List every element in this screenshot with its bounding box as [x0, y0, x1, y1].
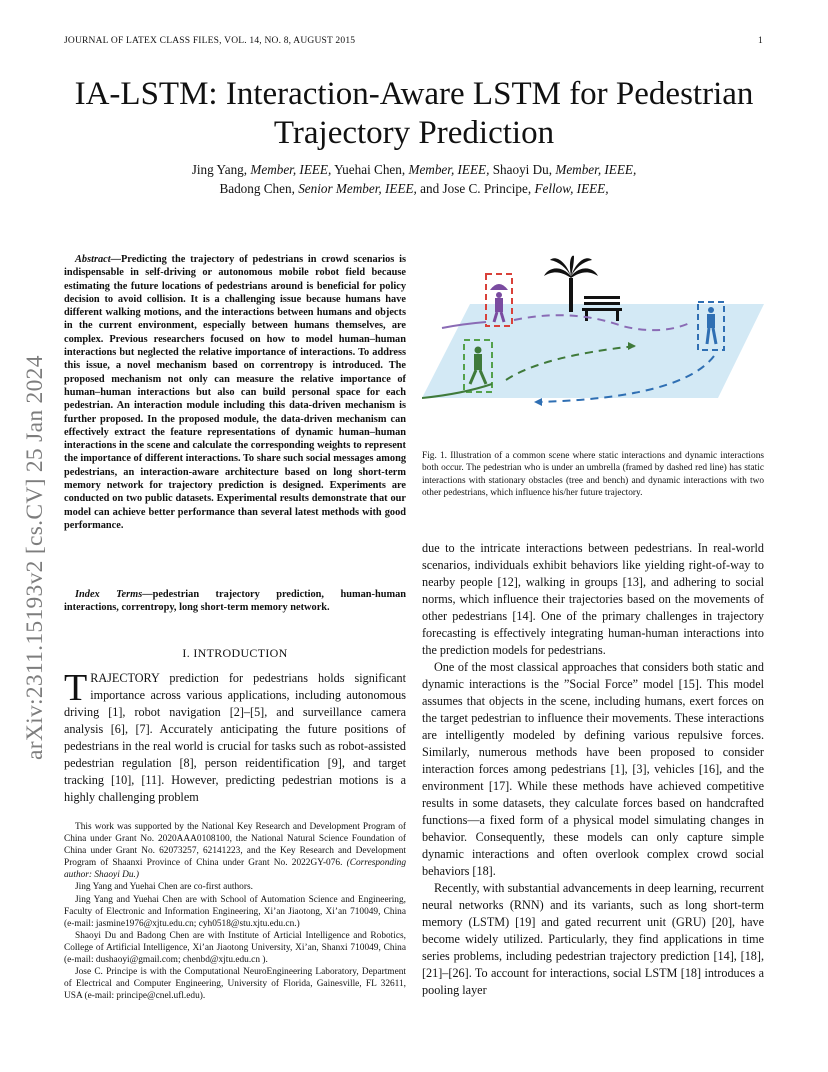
first-word: RAJECTORY — [90, 671, 160, 685]
arxiv-stamp: arXiv:2311.15193v2 [cs.CV] 25 Jan 2024 — [22, 355, 48, 760]
affiliation-note: Jose C. Principe is with the Computational NeuroEngineering Laboratory, Department of Electrical and Computer Engineering, University of Florida, Gainesville, FL 32611, USA (e-mail: principe@cnel.ufl.edu). — [64, 967, 406, 1002]
section-heading: I. INTRODUCTION — [182, 646, 288, 660]
dropcap: T — [64, 667, 88, 709]
intro-text: prediction for pedestrians holds significant importance across various applications, including autonomous driving [1], robot navigation [2]–[5], and surveillance camera analysis [6], [7]. Accurately anticipating the future positions of pedestrians in the real world is crucial for tasks such as robot-assisted pedestrian regulation [8], person reidentification [9], and target tracking [10], [11]. However, predicting pedestrian motions is a highly challenging problem — [64, 671, 406, 804]
author-name: Jing Yang, — [191, 162, 248, 177]
author-line-1 — [64, 160, 764, 179]
affiliation-note: Shaoyi Du and Badong Chen are with Institute of Articial Intelligence and Robotics, College of Artificial Intelligence, Xi’an Jiaotong University, Xi’an, Shanxi 710049, China (e-mail: dushaoyi@gmail.com; chenbd@xjtu.edu.cn ). — [64, 930, 406, 966]
author-role: Fellow, IEEE, — [534, 181, 609, 196]
figure-illustration — [422, 250, 764, 440]
author-line-2 — [64, 179, 764, 198]
running-header: JOURNAL OF LATEX CLASS FILES, VOL. 14, NO. 8, AUGUST 2015 — [64, 36, 356, 46]
author-role: Member, IEEE, — [250, 162, 332, 177]
abstract-text: —Predicting the trajectory of pedestrians in crowd scenarios is indispensable in self-driving or autonomous mobile robot field because estimating the future locations of pedestrians around is beneficial for policy decision to avoid collision. It is a challenging issue because humans have different walking motions, and the interactions between humans and objects in the current environment, especially between humans themselves, are complex. Previous researchers focused on how to model human–human interactions but neglected the relative importance of interactions. To address this issue, a novel mechanism based on correntropy is introduced. The proposed mechanism not only can measure the relative importance of human–human interactions but also can build personal space for each pedestrian. An interaction module including this data-driven mechanism is further proposed. In the proposed module, the data-driven mechanism can effectively extract the feature representations of dynamic human–human interactions in the scene and calculate the corresponding weights to represent the importance of different interactions. To share such social messages among pedestrians, an interaction-aware architecture based on long short-term memory network for trajectory prediction is designed. Experiments are conducted on two public datasets. Experimental results demonstrate that our model can achieve better performance than several latest methods with good performance. — [64, 254, 406, 531]
body-paragraph: One of the most classical approaches that considers both static and dynamic interactions is the ”Social Force” model [15]. This model assumes that objects in the scene, including humans, exert forces on the target pedestrian to influence their movements. These interactions are intelligently modeled by defining various repulsive forces. Similarly, numerous methods have been proposed to consider interaction forces among pedestrians [1], [3], vehicles [16], and the environment [17]. While these methods have achieved competitive results in some datasets, they calculate forces based on handcrafted functions—a fixed form of a physical model simulating changes in behavior. Consequently, these models can only capture simple dynamic interactions and often overlook complex crowd social behaviors [18]. — [422, 660, 764, 878]
abstract — [64, 253, 406, 532]
abstract-label: Abstract — [75, 254, 111, 265]
page-number: 1 — [758, 36, 763, 46]
cofirst-note: Jing Yang and Yuehai Chen are co-first authors. — [75, 882, 253, 893]
index-terms-label: Index Terms — [75, 589, 143, 600]
author-list — [64, 160, 764, 198]
paper-title: IA-LSTM: Interaction-Aware LSTM for Pedestrian Trajectory Prediction — [74, 76, 754, 151]
affiliation-note: Jing Yang and Yuehai Chen are with School of Automation Science and Engineering, Faculty of Electronic and Information Engineering, Xi’an Jiaotong, Xi’an 710049, China (e-mail: jasmine1976@xjtu.edu.cn; cyh0518@stu.xjtu.edu.cn.) — [64, 894, 406, 929]
author-role: Member, IEEE, — [408, 162, 490, 177]
right-column-body — [422, 540, 764, 999]
author-role: Senior Member, IEEE, — [298, 181, 417, 196]
body-paragraph: Recently, with substantial advancements in deep learning, recurrent neural networks (RNN) and its variants, such as long short-term memory (LSTM) [19] and gated recurrent unit (GRU) [20], have become widely utilized. Particularly, they find applications in time series problems, including pedestrian trajectory prediction [14], [18], [21]–[26]. To account for interactions, social LSTM [18] introduces a pooling layer — [422, 881, 764, 997]
author-name: Badong Chen, — [219, 181, 295, 196]
author-role: Member, IEEE, — [555, 162, 637, 177]
footnotes — [64, 821, 406, 1002]
body-paragraph: due to the intricate interactions between pedestrians. In real-world scenarios, individuals exhibit behaviors like yielding right-of-way to nearby people [12], walking in groups [13], and adhering to social norms, which influence their trajectories based on the movements of other pedestrians [14]. One of the primary challenges in trajectory forecasting is effectively integrating human-human interactions into the prediction models for pedestrians. — [422, 541, 764, 657]
figure-caption: Fig. 1. Illustration of a common scene where static interactions and dynamic interactions both occur. The pedestrian who is under an umbrella (framed by dashed red line) has static interactions with stationary obstacles (tree and bench) and dynamic interactions with two other pedestrians, which influence his/her future trajectory. — [422, 451, 764, 498]
author-name: Yuehai Chen, — [334, 162, 406, 177]
intro-paragraph — [64, 667, 406, 806]
scene-illustration — [422, 250, 764, 440]
author-name: Shaoyi Du, — [492, 162, 553, 177]
index-terms-text: —pedestrian trajectory prediction, human-human interactions, correntropy, long short-term memory network. — [64, 589, 406, 614]
index-terms — [64, 588, 406, 615]
funding-note: This work was supported by the National Key Research and Development Program of China under Grant No. 2020AAA0108100, the National Natural Science Foundation of China under Grant No. 62073257, 62141223, and the Key Research and Development Program of Shaanxi Province of China under Grant No. 2022GY-076. (Corresponding author: Shaoyi Du.) — [64, 822, 406, 881]
author-name: and Jose C. Principe, — [420, 181, 532, 196]
blue-arrowhead — [534, 398, 542, 406]
